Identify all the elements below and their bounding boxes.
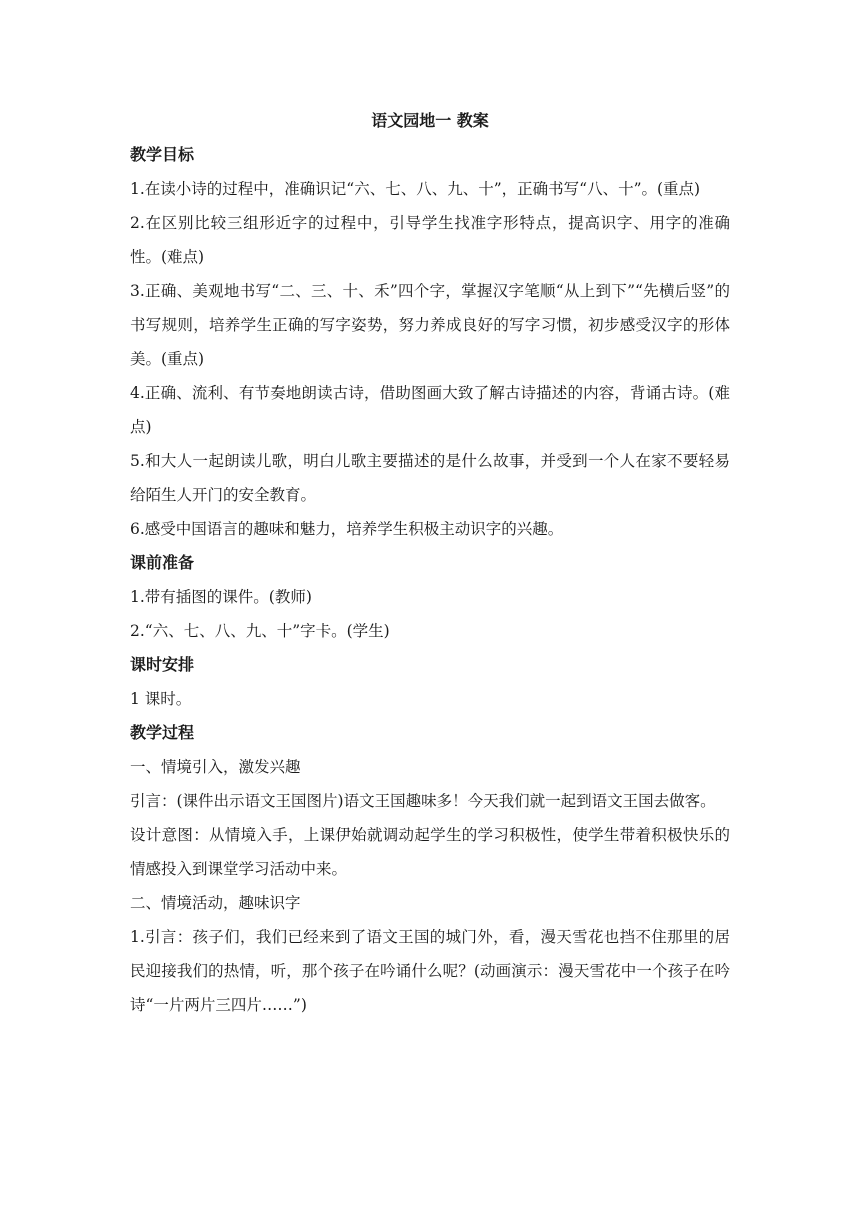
paragraph: 二、情境活动，趣味识字 (130, 894, 301, 912)
paragraph: 2.“六、七、八、九、十”字卡。(学生) (130, 622, 390, 640)
paragraph: 引言：(课件出示语文王国图片)语文王国趣味多！今天我们就一起到语文王国去做客。 (130, 792, 716, 810)
paragraph: 1.在读小诗的过程中，准确识记“六、七、八、九、十”，正确书写“八、十”。(重点) (130, 180, 701, 198)
section-teaching-process (130, 716, 730, 1022)
section-preparation (130, 546, 730, 648)
paragraph: 一、情境引入，激发兴趣 (130, 758, 301, 776)
section-heading: 课时安排 (130, 655, 195, 674)
section-heading: 教学过程 (130, 723, 195, 742)
section-heading: 课前准备 (130, 553, 195, 572)
paragraph: 1.带有插图的课件。(教师) (130, 588, 312, 606)
section-teaching-goals (130, 138, 730, 546)
document-title: 语文园地一 教案 (371, 111, 489, 130)
section-heading: 教学目标 (130, 145, 195, 164)
paragraph: 3.正确、美观地书写“二、三、十、禾”四个字，掌握汉字笔顺“从上到下”“先横后竖”的书写规则，培养学生正确的写字姿势，努力养成良好的写字习惯，初步感受汉字的形体美。(重点) (130, 282, 730, 368)
paragraph: 5.和大人一起朗读儿歌，明白儿歌主要描述的是什么故事，并受到一个人在家不要轻易给陌生人开门的安全教育。 (130, 452, 730, 504)
paragraph: 4.正确、流利、有节奏地朗读古诗，借助图画大致了解古诗描述的内容，背诵古诗。(难点) (130, 384, 730, 436)
document-page (130, 104, 730, 1022)
paragraph: 6.感受中国语言的趣味和魅力，培养学生积极主动识字的兴趣。 (130, 520, 564, 538)
paragraph: 2.在区别比较三组形近字的过程中，引导学生找准字形特点，提高识字、用字的准确性。(难点) (130, 214, 730, 266)
paragraph: 1.引言：孩子们，我们已经来到了语文王国的城门外，看，漫天雪花也挡不住那里的居民迎接我们的热情，听，那个孩子在吟诵什么呢？(动画演示：漫天雪花中一个孩子在吟诗“一片两片三四片……”) (130, 928, 730, 1014)
section-schedule (130, 648, 730, 716)
paragraph: 1 课时。 (130, 690, 192, 708)
paragraph: 设计意图：从情境入手，上课伊始就调动起学生的学习积极性，使学生带着积极快乐的情感投入到课堂学习活动中来。 (130, 826, 730, 878)
